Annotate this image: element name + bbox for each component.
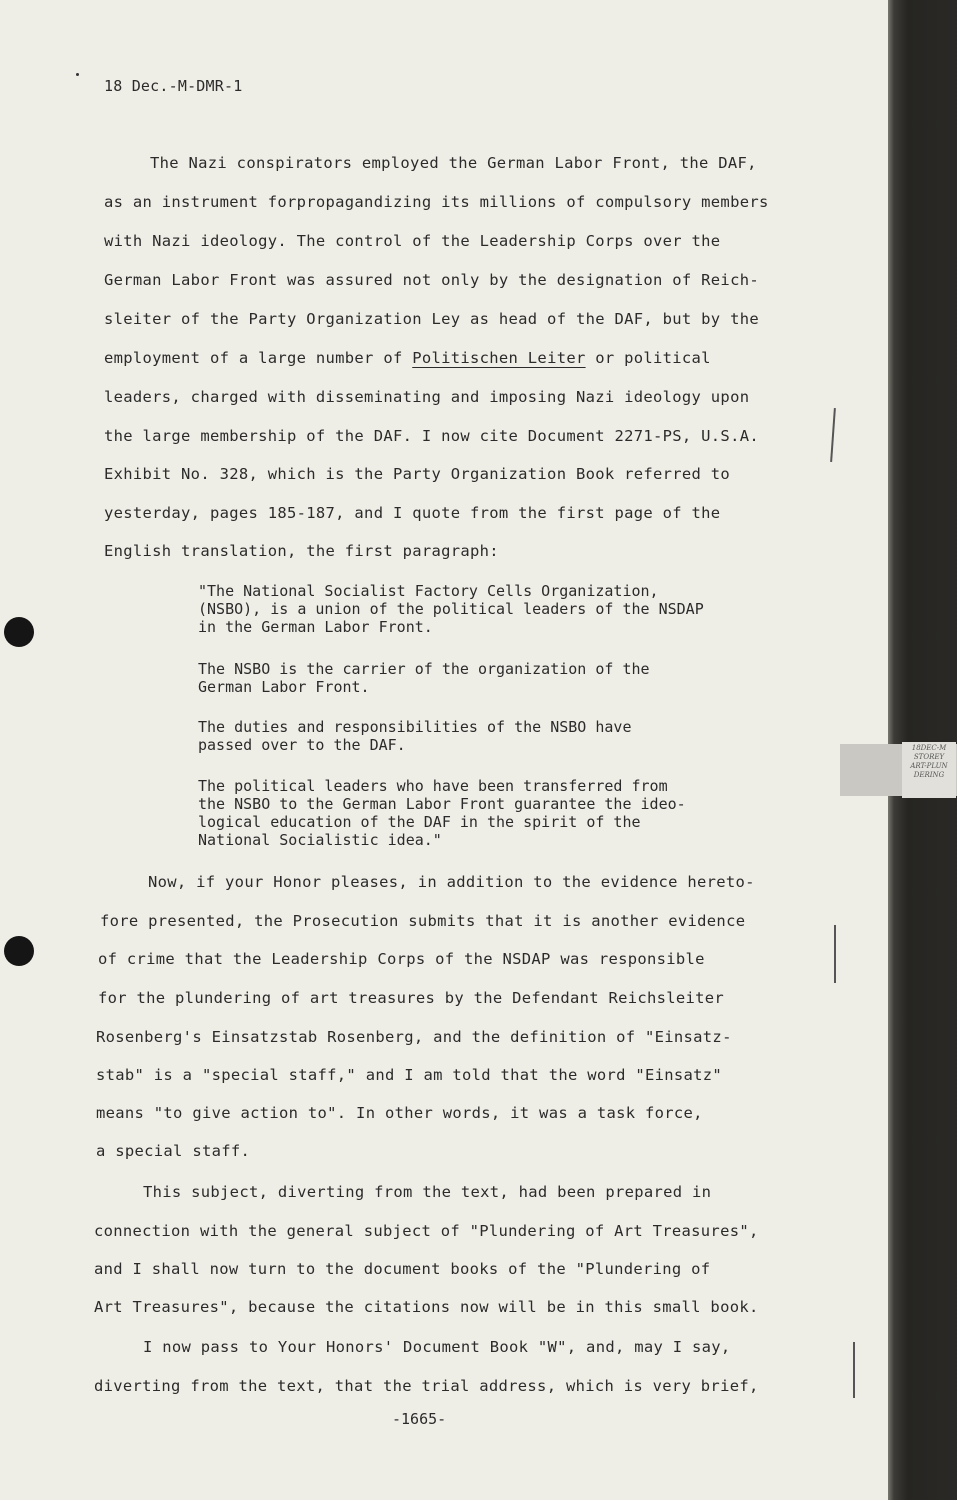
block-quote-paragraph: The NSBO is the carrier of the organization of the German Labor Front. (198, 660, 650, 696)
body-line: means "to give action to". In other words, it was a task force, (96, 1104, 703, 1122)
body-line: with Nazi ideology. The control of the Leadership Corps over the (104, 232, 721, 250)
body-line: a special staff. (96, 1142, 251, 1160)
body-line: The Nazi conspirators employed the German Labor Front, the DAF, (150, 154, 757, 172)
page-number: -1665- (392, 1410, 447, 1428)
body-line: connection with the general subject of "Plundering of Art Treasures", (94, 1222, 759, 1240)
margin-mark (830, 408, 836, 462)
margin-mark (834, 925, 836, 983)
body-line: Rosenberg's Einsatzstab Rosenberg, and the definition of "Einsatz- (96, 1028, 732, 1046)
body-line: Art Treasures", because the citations now will be in this small book. (94, 1298, 759, 1316)
block-quote-paragraph: "The National Socialist Factory Cells Organization, (NSBO), is a union of the political leaders of the NSDAP in the German Labor Front. (198, 582, 704, 636)
punch-hole (4, 617, 34, 647)
body-line: sleiter of the Party Organization Ley as head of the DAF, but by the (104, 310, 759, 328)
body-line: I now pass to Your Honors' Document Book "W", and, may I say, (143, 1338, 731, 1356)
body-line: fore presented, the Prosecution submits that it is another evidence (100, 912, 746, 930)
underlined-term: Politischen Leiter (412, 349, 586, 367)
body-line: yesterday, pages 185-187, and I quote from the first page of the (104, 504, 721, 522)
body-line: as an instrument forpropagandizing its millions of compulsory members (104, 193, 769, 211)
body-line (104, 349, 711, 367)
body-line: and I shall now turn to the document books of the "Plundering of (94, 1260, 711, 1278)
body-text: or political (585, 349, 711, 367)
body-line: English translation, the first paragraph: (104, 542, 499, 560)
body-line: the large membership of the DAF. I now cite Document 2271-PS, U.S.A. (104, 427, 759, 445)
punch-hole (4, 936, 34, 966)
body-line: of crime that the Leadership Corps of the NSDAP was responsible (98, 950, 705, 968)
block-quote-paragraph: The political leaders who have been transferred from the NSBO to the German Labor Front guarantee the ideo- logical education of the DAF in the spirit of the National Socialistic idea." (198, 777, 686, 849)
body-line: This subject, diverting from the text, had been prepared in (143, 1183, 712, 1201)
body-line: German Labor Front was assured not only by the designation of Reich- (104, 271, 759, 289)
margin-mark (853, 1342, 855, 1398)
body-line: diverting from the text, that the trial address, which is very brief, (94, 1377, 759, 1395)
index-tab-label: 18DEC-M STOREY ART-PLUN DERING (902, 742, 956, 798)
body-line: Exhibit No. 328, which is the Party Organization Book referred to (104, 465, 731, 483)
body-text: employment of a large number of (104, 349, 413, 367)
body-line: for the plundering of art treasures by the Defendant Reichsleiter (98, 989, 725, 1007)
page-header: 18 Dec.-M-DMR-1 (104, 77, 243, 95)
ink-dot (76, 73, 79, 76)
block-quote-paragraph: The duties and responsibilities of the NSBO have passed over to the DAF. (198, 718, 632, 754)
body-line: Now, if your Honor pleases, in addition to the evidence hereto- (148, 873, 755, 891)
body-line: stab" is a "special staff," and I am told that the word "Einsatz" (96, 1066, 723, 1084)
body-line: leaders, charged with disseminating and imposing Nazi ideology upon (104, 388, 750, 406)
